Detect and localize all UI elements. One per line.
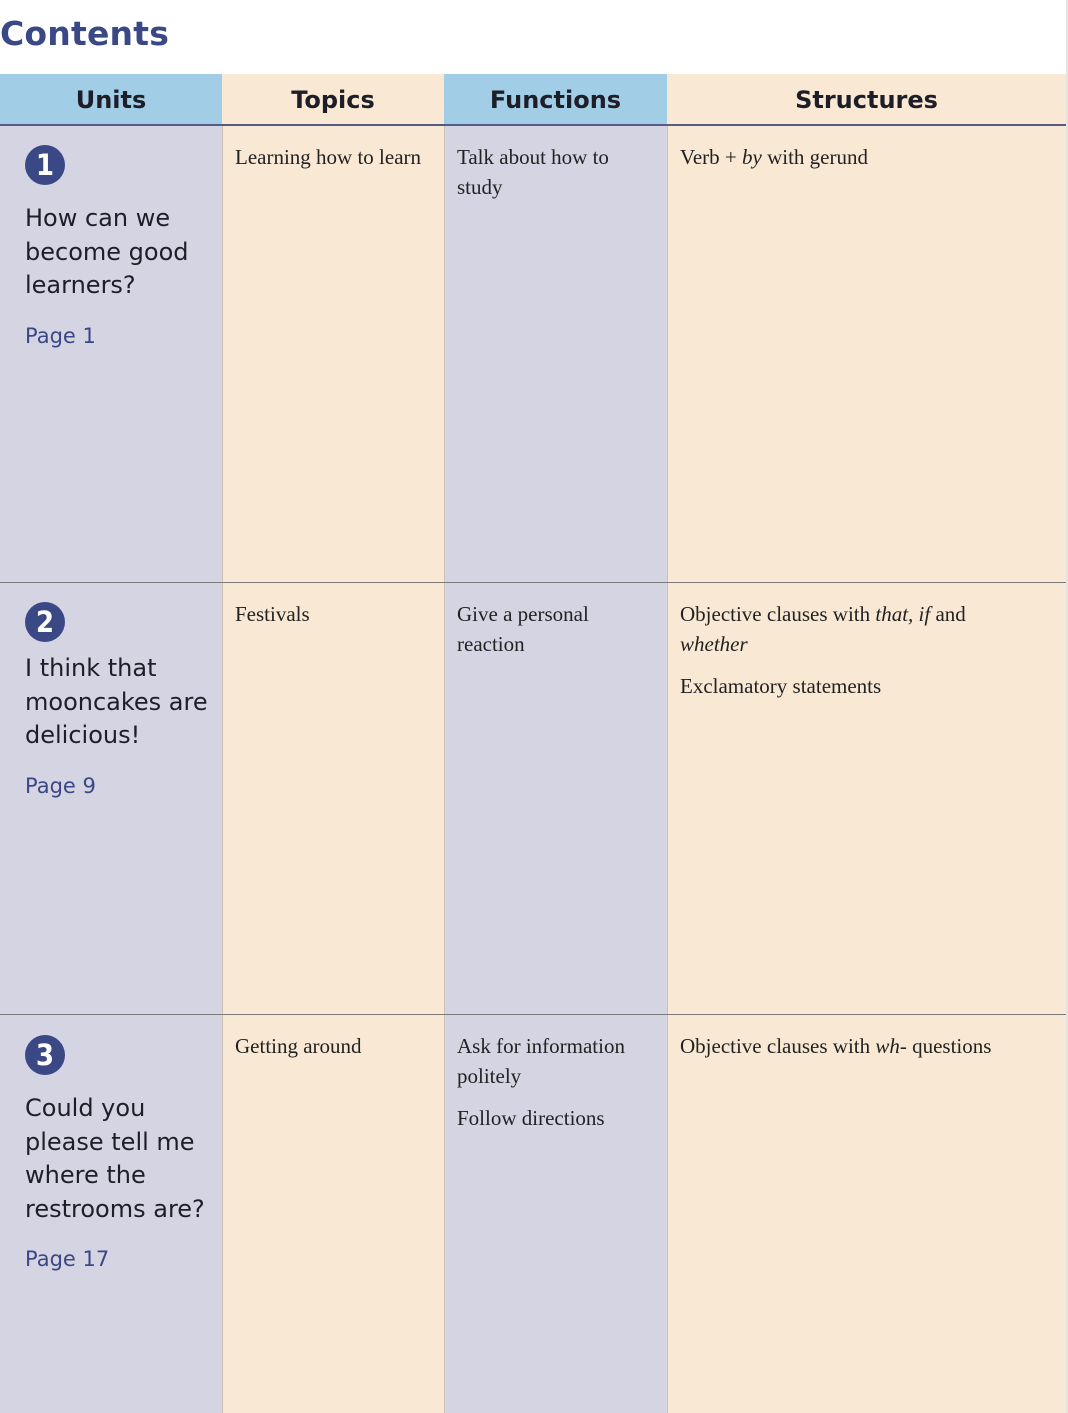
- function-item: Follow directions: [457, 1106, 605, 1130]
- function-item: Give a personal reaction: [457, 602, 589, 656]
- unit-number-badge: 2: [25, 602, 65, 642]
- function-item: Ask for information politely: [457, 1034, 625, 1088]
- unit-title: How can we become good learners?: [25, 204, 189, 299]
- functions-cell: [457, 1031, 652, 1145]
- unit-title: Could you please tell me where the restrooms are?: [25, 1094, 205, 1223]
- header-structures: Structures: [667, 74, 1066, 125]
- page-title: Contents: [0, 14, 170, 53]
- topics-column: [222, 74, 444, 1413]
- structure-item: Objective clauses with that, if and whether: [680, 602, 966, 656]
- header-divider: [0, 124, 1068, 126]
- structures-cell: [680, 1031, 1040, 1073]
- structures-column: [667, 74, 1066, 1413]
- functions-column: [444, 74, 667, 1413]
- row-divider: [0, 1014, 1068, 1015]
- column-divider: [667, 74, 668, 1413]
- unit-number-badge: 3: [25, 1035, 65, 1075]
- functions-cell: [457, 599, 647, 671]
- structure-item: Objective clauses with wh- questions: [680, 1034, 992, 1058]
- topic-cell: Festivals: [235, 602, 310, 626]
- column-divider: [222, 74, 223, 1413]
- header-units: Units: [0, 74, 222, 125]
- unit-page-link[interactable]: Page 9: [25, 774, 96, 798]
- structure-item: Exclamatory statements: [680, 674, 882, 698]
- column-divider: [444, 74, 445, 1413]
- row-divider: [0, 582, 1068, 583]
- topic-cell: Learning how to learn: [235, 145, 422, 169]
- unit-page-link[interactable]: Page 1: [25, 324, 96, 348]
- unit-title: I think that mooncakes are delicious!: [25, 654, 208, 749]
- header-functions: Functions: [444, 74, 667, 125]
- functions-cell: [457, 142, 647, 214]
- structures-cell: [680, 142, 1040, 184]
- structure-item: Verb + by with gerund: [680, 145, 868, 169]
- topic-cell: Getting around: [235, 1034, 362, 1058]
- unit-page-link[interactable]: Page 17: [25, 1247, 110, 1271]
- unit-number-badge: 1: [25, 145, 65, 185]
- function-item: Talk about how to study: [457, 145, 609, 199]
- header-topics: Topics: [222, 74, 444, 125]
- structures-cell: [680, 599, 1010, 713]
